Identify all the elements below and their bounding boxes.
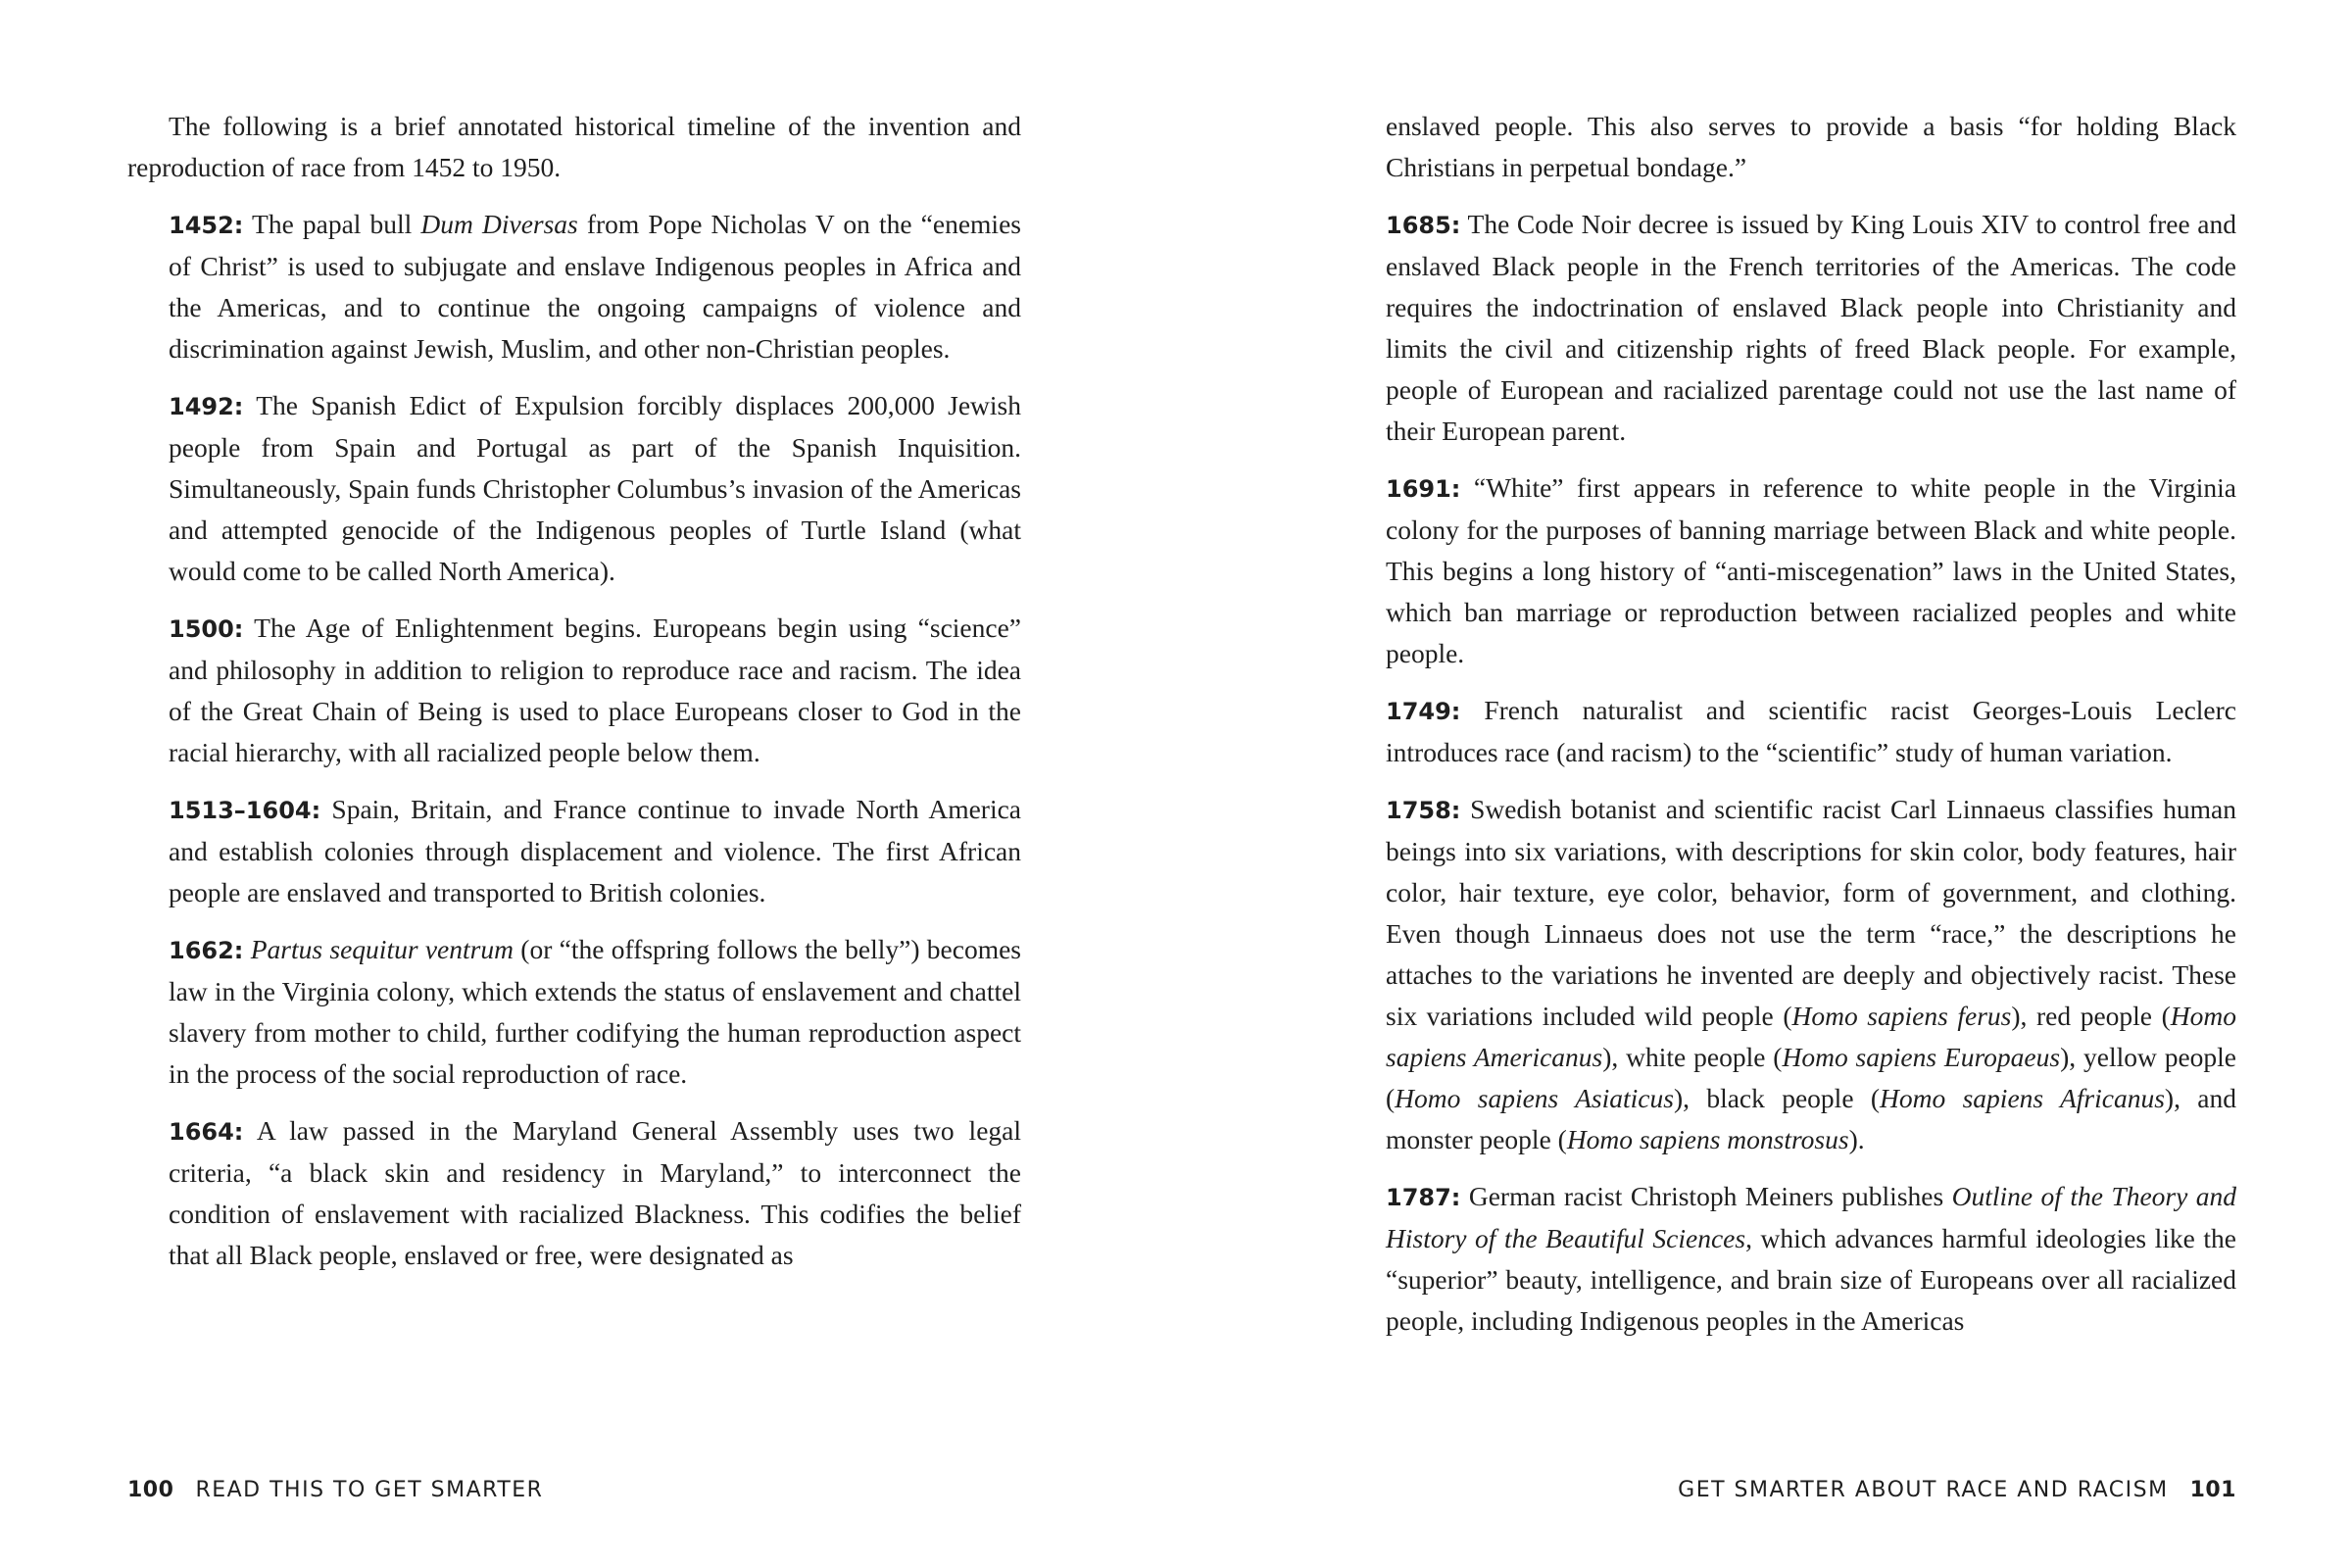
entry-text: (or “the offspring follows the belly”) becomes law in the Virginia colony, which extends the status of enslavement and chattel slavery from mother to child, further codifying the human reproduction aspect in the process of the social reproduction of race. xyxy=(169,934,1022,1089)
entry-year: 1787: xyxy=(1386,1184,1461,1211)
species-name: Homo sapiens Americanus xyxy=(1386,1001,2236,1072)
timeline-entry-1749 xyxy=(1386,690,2236,773)
entry-text: The Code Noir decree is issued by King Louis XIV to control free and enslaved Black people in the French territories of the Americas. The code requires the indoctrination of enslaved Black people into Christianity and limits the civil and citizenship rights of freed Black people. For example, people of European and racialized parentage could not use the last name of their European parent. xyxy=(1386,209,2236,446)
timeline-entry-1513-1604 xyxy=(127,789,1021,913)
entry-text: “White” first appears in reference to white people in the Virginia colony for the purposes of banning marriage between Black and white people. This begins a long history of “anti-miscegenation” laws in the United States, which ban marriage or reproduction between racialized peoples and white people. xyxy=(1386,472,2236,668)
species-name: Homo sapiens Europaeus xyxy=(1782,1042,2061,1072)
entry-year: 1492: xyxy=(169,393,244,420)
entry-text: Swedish botanist and scientific racist Carl Linnaeus classifies human beings into six variations, with descriptions for skin color, body features, hair color, hair texture, eye color, behavior, form of government, and clothing. Even though Linnaeus does not use the term “race,” the descriptions he attaches to the variations he invented are deeply and objectively racist. These six variations included wild people ( xyxy=(1386,794,2236,1031)
entry-year: 1662: xyxy=(169,937,244,964)
timeline-entry-1787 xyxy=(1386,1176,2236,1342)
right-page xyxy=(1176,0,2352,1568)
species-name: Homo sapiens Asiaticus xyxy=(1395,1083,1674,1113)
entry-text: French naturalist and scientific racist Georges-Louis Leclerc introduces race (and racism) to the “scientific” study of human variation. xyxy=(1386,695,2236,767)
entry-year: 1500: xyxy=(169,615,244,643)
left-page-footer xyxy=(127,1478,543,1502)
timeline-entry-1685 xyxy=(1386,204,2236,452)
entry-text: German racist Christoph Meiners publishes xyxy=(1460,1181,1952,1211)
timeline-entry-1664 xyxy=(127,1110,1021,1276)
entry-year: 1513–1604: xyxy=(169,797,321,824)
entry-text: The Age of Enlightenment begins. Europeans begin using “science” and philosophy in addition to religion to reproduce race and racism. The idea of the Great Chain of Being is used to place Europeans closer to God in the racial hierarchy, with all racialized people below them. xyxy=(169,612,1021,767)
timeline-entry-1452 xyxy=(127,204,1021,369)
right-text-column xyxy=(1386,106,2236,1357)
entry-year: 1691: xyxy=(1386,475,1461,503)
entry-year: 1758: xyxy=(1386,797,1461,824)
entry-year: 1452: xyxy=(169,212,244,239)
entry-text: The papal bull xyxy=(243,209,421,239)
intro-paragraph: The following is a brief annotated historical timeline of the invention and reproduction of race from 1452 to 1950. xyxy=(127,111,1021,182)
species-name: Homo sapiens monstrosus xyxy=(1566,1124,1849,1154)
entry-text: A law passed in the Maryland General Assembly uses two legal criteria, “a black skin and residency in Maryland,” to interconnect the condition of enslavement with racialized Blackness. This codifies the belief that all Black people, enslaved or free, were designated as xyxy=(169,1115,1021,1270)
entry-text: , which advances harmful ideologies like the “superior” beauty, intelligence, and brain size of Europeans over all racialized people, including Indigenous peoples in the Americas xyxy=(1386,1223,2237,1336)
entry-year: 1685: xyxy=(1386,212,1461,239)
entry-text: The Spanish Edict of Expulsion forcibly displaces 200,000 Jewish people from Spain and Portugal as part of the Spanish Inquisition. Simultaneously, Spain funds Christopher Columbus’s invasion of the Americas and attempted genocide of the Indigenous peoples of Turtle Island (what would come to be called North America). xyxy=(169,390,1021,586)
entry-italic-title: Dum Diversas xyxy=(420,209,578,239)
entry-text: Spain, Britain, and France continue to invade North America and establish colonies through displacement and violence. The first African people are enslaved and transported to British colonies. xyxy=(169,794,1021,907)
timeline-entry-1492 xyxy=(127,385,1021,592)
entry-year: 1749: xyxy=(1386,698,1461,725)
page-number: 101 xyxy=(2189,1478,2236,1502)
timeline-entry-1758 xyxy=(1386,789,2236,1160)
entry-italic-title: Partus sequitur ventrum xyxy=(250,934,514,964)
book-title: Outline of the Theory and History of the Beautiful Sciences xyxy=(1386,1181,2236,1253)
timeline-entry-1691 xyxy=(1386,467,2236,674)
entry-text: ), yellow people ( xyxy=(1386,1042,2237,1113)
running-head: GET SMARTER ABOUT RACE AND RACISM xyxy=(1678,1478,2169,1502)
species-name: Homo sapiens Africanus xyxy=(1880,1083,2165,1113)
entry-text: ), black people ( xyxy=(1673,1083,1881,1113)
entry-text: ). xyxy=(1848,1124,1865,1154)
running-head: READ THIS TO GET SMARTER xyxy=(195,1478,544,1502)
page-number: 100 xyxy=(127,1478,174,1502)
timeline-entry-1500 xyxy=(127,608,1021,773)
species-name: Homo sapiens ferus xyxy=(1791,1001,2012,1031)
entry-text: ), red people ( xyxy=(2011,1001,2171,1031)
right-page-footer xyxy=(1678,1478,2236,1502)
entry-text: ), and monster people ( xyxy=(1386,1083,2236,1154)
left-text-column xyxy=(127,106,1021,1292)
entry-year: 1664: xyxy=(169,1118,244,1146)
continuation-paragraph: enslaved people. This also serves to provide a basis “for holding Black Christians in perpetual bondage.” xyxy=(1386,111,2236,182)
entry-text: from Pope Nicholas V on the “enemies of Christ” is used to subjugate and enslave Indigenous peoples in Africa and the Americas, and to continue the ongoing campaigns of violence and discrimination against Jewish, Muslim, and other non-Christian peoples. xyxy=(169,209,1021,364)
entry-text: ), white people ( xyxy=(1602,1042,1783,1072)
timeline-entry-1662 xyxy=(127,929,1021,1095)
